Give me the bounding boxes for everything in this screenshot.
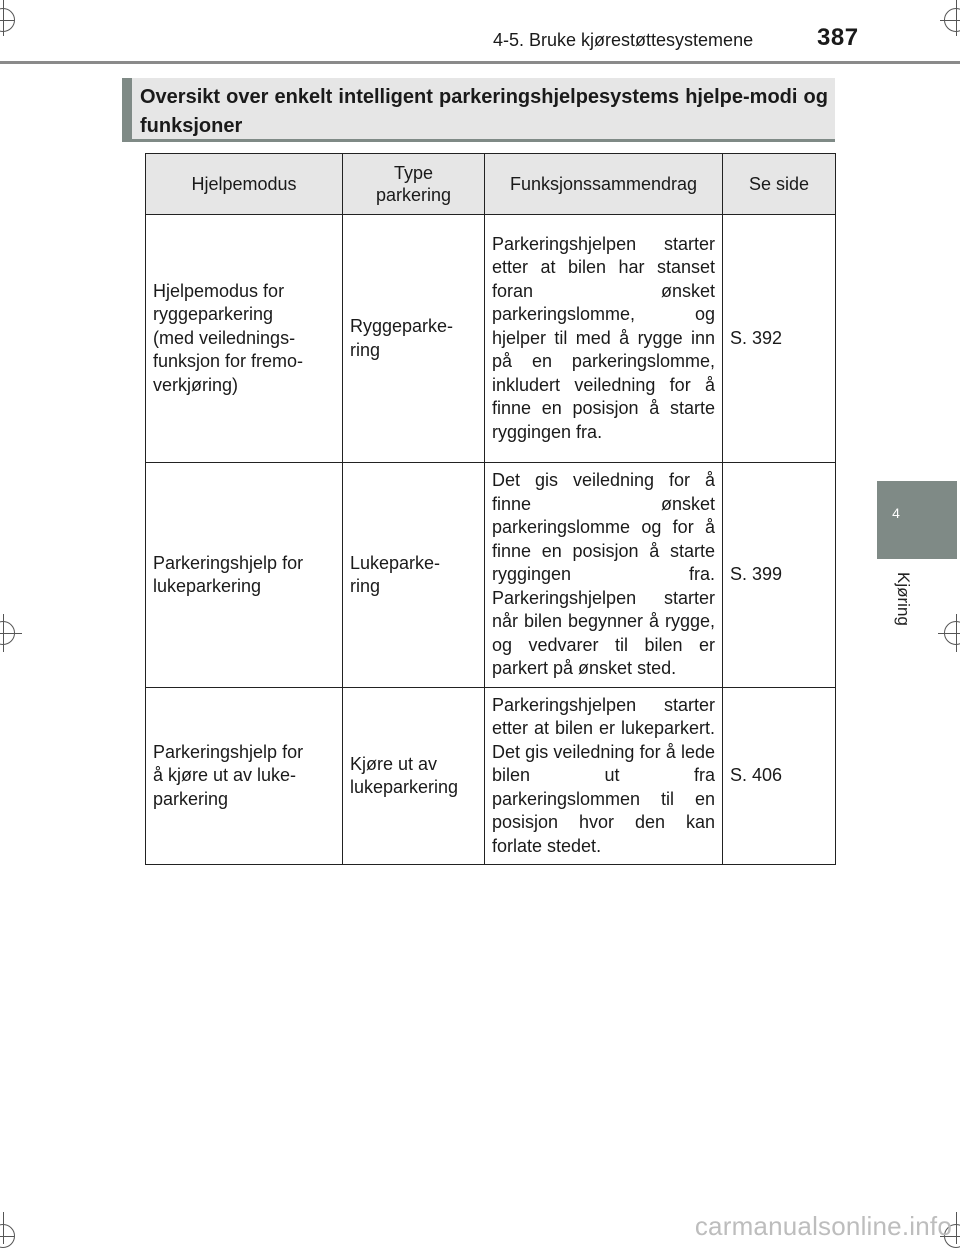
header-assist-mode: Hjelpemodus	[146, 154, 343, 215]
chapter-number: 4	[892, 505, 900, 521]
cell-assist-mode: Parkeringshjelp for lukeparkering	[146, 463, 343, 688]
table-row	[146, 688, 836, 865]
assist-modes-table	[145, 153, 836, 865]
header-see-page: Se side	[723, 154, 836, 215]
cell-parking-type: Lukeparke- ring	[343, 463, 485, 688]
cell-function-summary: Det gis veiledning for å finne ønsket parkeringslomme og for å finne en posisjon å starte ryggingen fra. Parkeringshjelpen starter når bilen begynner å rygge, og vedvarer til bilen er parkert på ønsket sted.	[485, 463, 723, 688]
cell-parking-type: Ryggeparke- ring	[343, 215, 485, 463]
watermark: carmanualsonline.info	[694, 1211, 952, 1241]
cell-see-page: S. 406	[723, 688, 836, 865]
section-heading: Oversikt over enkelt intelligent parkeringshjelpesystems hjelpe-modi og funksjoner	[140, 86, 828, 137]
table-header-row	[146, 154, 836, 215]
section-heading-box	[122, 78, 835, 142]
header-function-summary: Funksjonssammendrag	[485, 154, 723, 215]
chapter-tab	[877, 481, 957, 559]
cell-function-summary: Parkeringshjelpen starter etter at bilen har stanset foran ønsket parkeringslomme, og hjelper til med å rygge inn på en parkeringslomme, inkludert veiledning for å finne en posisjon å starte ryggingen fra.	[485, 215, 723, 463]
heading-accent-bar	[122, 78, 132, 139]
chapter-label: Kjøring	[894, 572, 913, 626]
cell-assist-mode: Hjelpemodus for ryggeparkering (med veilednings- funksjon for fremo- verkjøring)	[146, 215, 343, 463]
cell-see-page: S. 392	[723, 215, 836, 463]
header-parking-type: Type parkering	[343, 154, 485, 215]
table-row	[146, 215, 836, 463]
page-number: 387	[817, 24, 859, 51]
cell-see-page: S. 399	[723, 463, 836, 688]
table-row	[146, 463, 836, 688]
cell-assist-mode: Parkeringshjelp for å kjøre ut av luke- parkering	[146, 688, 343, 865]
running-header-section: 4-5. Bruke kjørestøttesystemene	[493, 30, 754, 50]
cell-function-summary: Parkeringshjelpen starter etter at bilen er lukeparkert. Det gis veiledning for å lede bilen ut fra parkeringslommen til en posisjon hvor den kan forlate stedet.	[485, 688, 723, 865]
header-rule	[0, 61, 960, 64]
cell-parking-type: Kjøre ut av lukeparkering	[343, 688, 485, 865]
